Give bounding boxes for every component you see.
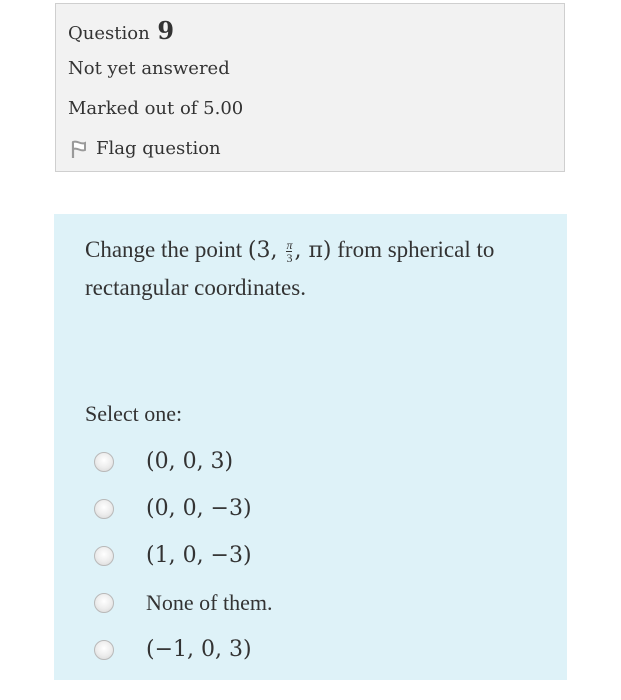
flag-question-label: Flag question xyxy=(96,138,221,159)
question-grade: Marked out of 5.00 xyxy=(68,98,244,119)
question-text xyxy=(85,231,555,306)
answer-option-d[interactable] xyxy=(85,579,567,626)
question-info-panel xyxy=(55,3,565,172)
answer-option-c[interactable] xyxy=(85,532,567,579)
answer-label: (1, 0, −3) xyxy=(146,542,252,568)
question-text-after: from spherical to rectangular coordinates. xyxy=(85,237,495,300)
question-number-heading xyxy=(68,16,564,45)
answer-option-e[interactable] xyxy=(85,626,567,673)
fraction-numerator: π xyxy=(286,238,293,253)
answer-option-a[interactable] xyxy=(85,438,567,485)
select-one-prompt: Select one: xyxy=(85,401,183,426)
radio-button[interactable] xyxy=(94,546,114,566)
answer-option-b[interactable] xyxy=(85,485,567,532)
question-state: Not yet answered xyxy=(68,58,230,79)
question-text-before: Change the point xyxy=(85,237,248,262)
answer-label: (−1, 0, 3) xyxy=(146,636,252,662)
answer-list xyxy=(85,438,567,673)
radio-button[interactable] xyxy=(94,499,114,519)
radio-button[interactable] xyxy=(94,593,114,613)
fraction-denominator: 3 xyxy=(286,251,293,266)
answer-label: (0, 0, 3) xyxy=(146,448,234,474)
flag-icon xyxy=(68,139,88,159)
answer-label: (0, 0, −3) xyxy=(146,495,252,521)
flag-question-link[interactable] xyxy=(68,137,564,161)
answer-label: None of them. xyxy=(146,589,273,615)
question-formulation xyxy=(54,214,567,680)
question-label: Question xyxy=(68,23,150,44)
radio-button[interactable] xyxy=(94,640,114,660)
pi-over-three-fraction xyxy=(286,239,292,264)
point-close: , π) xyxy=(294,238,332,263)
question-number: 9 xyxy=(157,16,175,45)
point-open: (3, xyxy=(247,238,285,263)
radio-button[interactable] xyxy=(94,452,114,472)
